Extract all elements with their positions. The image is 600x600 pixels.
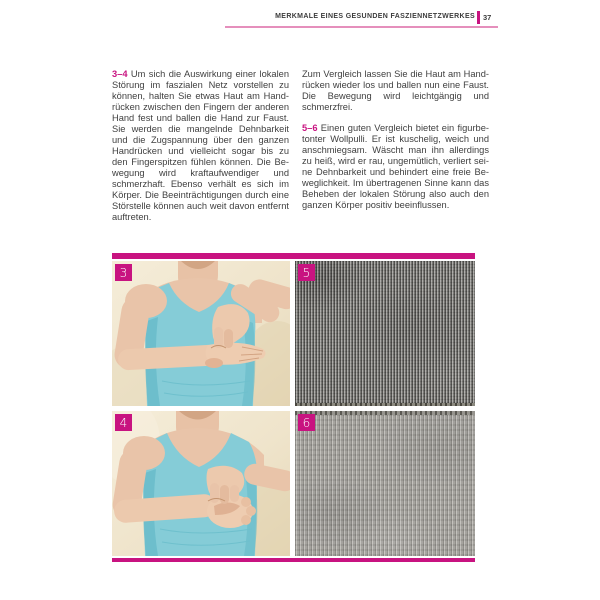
figure-fabric-coarse-knit [295,411,475,556]
paragraph-text: Einen guten Vergleich bietet ein figurbetonter Wollpulli. Er ist kuschelig, weich und anschmiegsam. Wäscht man ihn allerdings zu heiß, wird er rau, ungemütlich, verliert seine Dehnbarkeit und behindert eine freie Beweglichkeit. Im übertragenen Sinne kann das Beheben der lokalen Störung also auch den ganzen Körper positiv beeinflussen. [302,123,489,210]
photo-illustration [112,261,290,406]
knit-texture [295,261,475,406]
photo-illustration [112,411,290,556]
figure-number-badge: 5 [298,264,315,281]
figure-reference-lead: 5–6 [302,123,318,133]
body-text [112,69,489,223]
figure-fabric-fine-knit [295,261,475,406]
page-number: 37 [483,13,492,22]
knit-texture [295,411,475,556]
figure-number-badge: 3 [115,264,132,281]
running-head-title: MERKMALE EINES GESUNDEN FASZIENNETZWERKES [275,13,475,20]
accent-bar-bottom [112,558,475,562]
figure-reference-lead: 3–4 [112,69,128,79]
paragraph: Zum Vergleich lassen Sie die Haut am Handrücken wieder los und ballen nun eine Faust. Die Bewegung wird leichtgängig und schmerzfrei. [302,69,489,112]
figure-number-badge: 6 [298,414,315,431]
figure-photo-fist [112,411,290,556]
paragraph [302,123,489,211]
figure-photo-hand-pinch [112,261,290,406]
accent-bar-top [112,253,475,259]
header-rule [225,26,498,28]
text-column-right [302,69,489,223]
figure-grid [112,261,475,556]
text-column-left [112,69,289,223]
paragraph-text: Um sich die Auswirkung einer lokalen Störung im faszialen Netz vorstellen zu können, halten Sie etwas Haut am Handrücken zwischen den Fingern der anderen Hand fest und ballen die Hand zur Faust. Sie werden die mangelnde Dehnbarkeit und die Zugspannung über den ganzen Handrücken und vielleicht sogar bis zu den Fingerspitzen fühlen können. Die Bewegung wird kraftaufwendiger und schmerzhaft. Ebenso verhält es sich im Körper. Die Beeinträchtigungen durch eine Störstelle können auch weit davon entfernt auftreten. [112,69,289,222]
paragraph [112,69,289,223]
page-number-separator [477,11,480,24]
figure-number-badge: 4 [115,414,132,431]
figure-block [112,253,475,562]
